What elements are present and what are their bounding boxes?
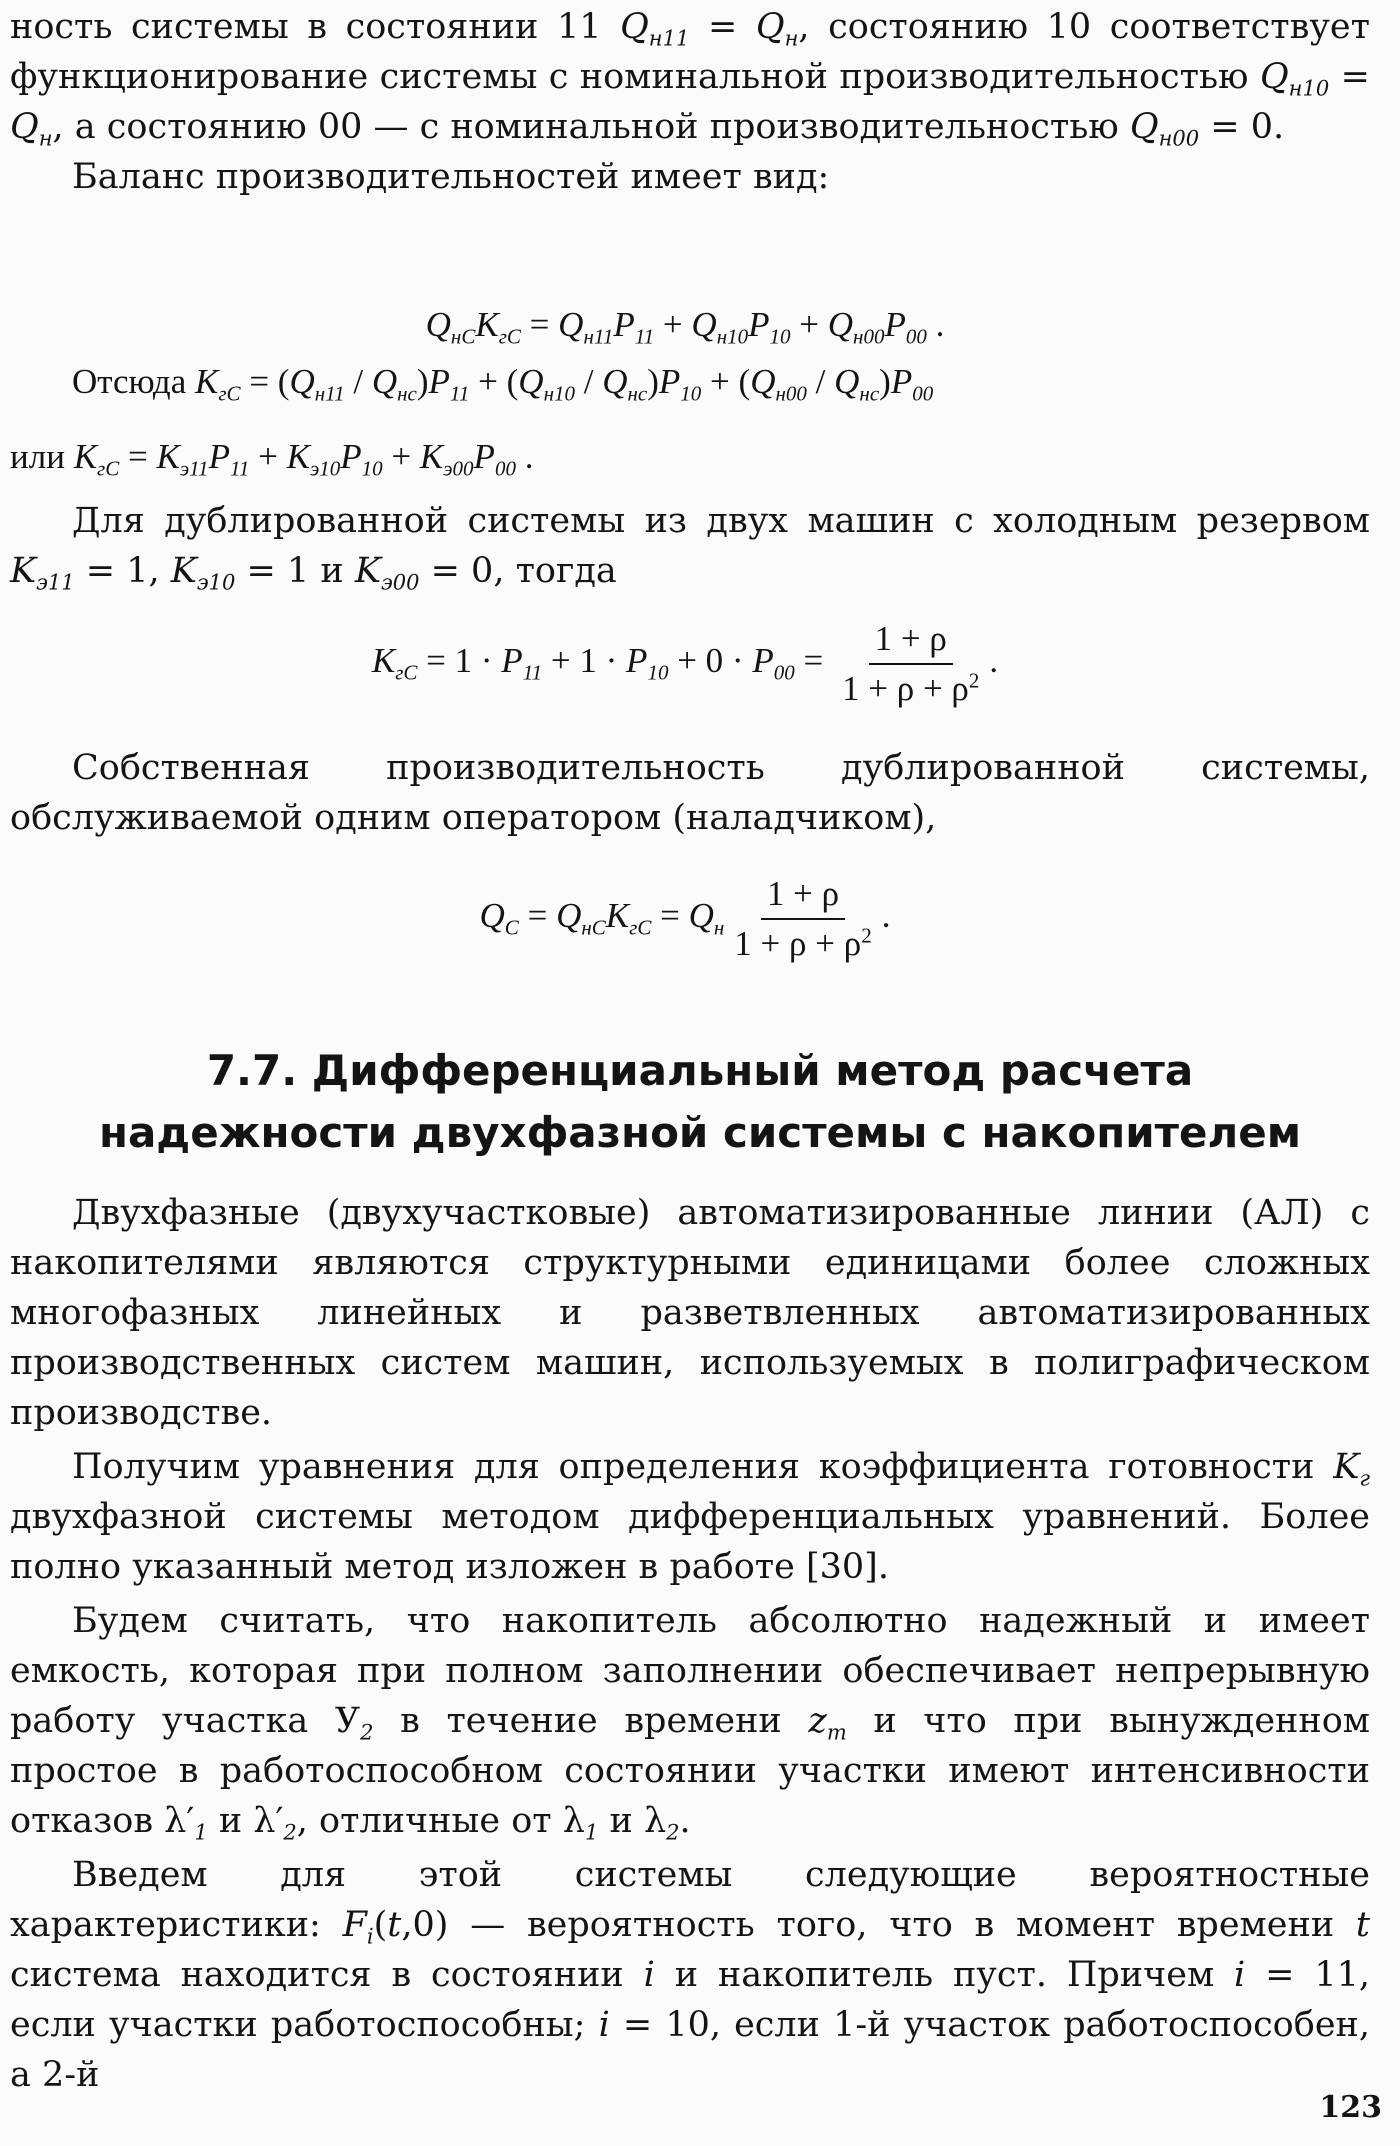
text-segment: двухфазной системы методом дифференциальных уравнений. Более полно указанный метод изложен в работе [30]. — [10, 1497, 1370, 1587]
math-symbol: P — [473, 437, 495, 476]
math-symbol: Q — [1259, 57, 1289, 97]
math-subscript: 00 — [494, 456, 516, 481]
kgc-ratio-equation: Отсюда $K_{гC} = (Q_{н11} / Q_{нс})P_{11} + (Q_{н10} / Q_{нс})P_{10} + (Q_{н00} / Q_{нс})P_{00}$ — [72, 362, 934, 406]
math-subscript: гC — [218, 381, 241, 406]
math-symbol: Q — [10, 107, 39, 147]
math-subscript: г — [1359, 1466, 1370, 1491]
math-subscript: э10 — [196, 570, 236, 595]
math-subscript: 11 — [634, 324, 655, 349]
math-symbol: K — [1333, 1447, 1360, 1487]
math-subscript: э11 — [36, 570, 75, 595]
math-symbol: Q — [602, 362, 628, 401]
math-symbol: K — [156, 437, 180, 476]
fraction-numerator: 1 + ρ — [869, 615, 953, 665]
math-symbol: P — [890, 362, 913, 401]
math-subscript: нс — [397, 381, 417, 406]
math-subscript: гC — [395, 660, 418, 685]
math-symbol: P — [428, 362, 450, 401]
text-segment: и накопитель пуст. Причем — [654, 1955, 1235, 1995]
text-segment: Будем считать, что накопитель абсолютно надежный и имеет емкость, которая при полном заполнении обеспечивает непрерывную работу участка У — [10, 1601, 1370, 1741]
math-subscript: нC — [581, 915, 606, 940]
math-symbol: t — [1355, 1905, 1370, 1945]
math-symbol: Q — [556, 896, 582, 936]
text-segment: , а состоянию 00 — с номинальной производительностью — [52, 107, 1130, 147]
math-subscript: нс — [627, 381, 648, 406]
text-segment: Отсюда — [72, 362, 187, 401]
top-paragraph — [10, 2, 1370, 202]
text-segment: + 1 · — [542, 641, 627, 681]
math-symbol: λ — [643, 1801, 667, 1841]
math-symbol: K — [73, 437, 98, 476]
math-symbol: P — [626, 641, 648, 681]
math-symbol: P — [613, 305, 635, 344]
math-symbol: P — [340, 437, 362, 476]
math-symbol: P — [208, 437, 230, 476]
math-symbol: i — [1234, 1955, 1246, 1995]
math-symbol: Q — [827, 305, 854, 344]
math-symbol: K — [419, 437, 444, 476]
paragraph-buffer — [10, 1596, 1370, 1846]
math-symbol: Q — [688, 896, 714, 936]
math-subscript: э00 — [443, 456, 474, 481]
text-segment: ,0) — вероятность того, что в момент времени — [401, 1905, 1356, 1945]
text-segment: и — [598, 1801, 644, 1841]
math-symbol: Q — [750, 362, 776, 401]
math-subscript: 1 — [584, 1820, 599, 1845]
math-subscript: 11 — [449, 381, 470, 406]
paragraph-probabilities — [10, 1850, 1370, 2100]
text-segment: , состоянию 10 соответствует функционирование системы с номинальной производительностью — [10, 7, 1371, 97]
text-segment: = 0, тогда — [419, 551, 617, 591]
math-symbol: Q — [479, 896, 505, 936]
fraction — [728, 870, 877, 968]
fraction-denominator — [836, 665, 985, 713]
math-symbol: P — [884, 305, 906, 344]
text-segment: = — [689, 7, 756, 47]
math-subscript: н10 — [716, 324, 749, 349]
text-segment: . — [881, 896, 891, 936]
math-subscript: 10 — [361, 456, 383, 481]
body-section — [10, 1188, 1370, 2100]
math-symbol: K — [195, 362, 219, 401]
math-subscript: 10 — [647, 660, 669, 685]
math-symbol: Q — [425, 305, 451, 344]
fraction-numerator: 1 + ρ — [761, 870, 845, 920]
math-subscript: 00 — [912, 381, 934, 406]
math-symbol: K — [605, 896, 630, 936]
math-symbol: Q — [558, 305, 584, 344]
math-superscript: 2 — [968, 668, 980, 693]
math-symbol: K — [371, 641, 396, 681]
math-subscript: 10 — [680, 381, 702, 406]
math-subscript: н10 — [543, 381, 575, 406]
math-subscript: 2 — [666, 1820, 680, 1845]
qc-equation — [0, 870, 1370, 968]
math-subscript: н — [38, 126, 53, 151]
math-subscript: 2 — [360, 1720, 374, 1745]
math-subscript: C — [504, 915, 519, 940]
math-subscript: н11 — [314, 381, 345, 406]
text-segment: = 1 и — [235, 551, 355, 591]
math-subscript: э00 — [380, 570, 420, 595]
math-symbol: P — [752, 641, 774, 681]
math-subscript: m — [826, 1720, 847, 1745]
fraction-denominator — [728, 920, 877, 968]
paragraph-al: Двухфазные (двухучастковые) автоматизированные линии (АЛ) с накопителями являются структурными единицами более сложных многофазных линейных и разветвленных автоматизированных производственных систем машин, используемых в полиграфическом производстве. — [10, 1193, 1370, 1433]
math-symbol: Q — [518, 362, 544, 401]
math-symbol: i — [643, 1955, 655, 1995]
text-segment: ность системы в состоянии 11 — [10, 7, 621, 47]
text-segment: 1 + ρ + ρ — [734, 924, 862, 963]
math-subscript: н — [713, 915, 725, 940]
text-segment: , отличные от — [296, 1801, 563, 1841]
math-symbol: Q — [620, 7, 649, 47]
text-segment: = 1 · — [417, 641, 502, 681]
section-heading-line2: надежности двухфазной системы с накопителем — [98, 1108, 1302, 1157]
math-subscript: гC — [97, 456, 120, 481]
math-symbol: Q — [834, 362, 860, 401]
balance-intro: Баланс производительностей имеет вид: — [72, 157, 830, 197]
math-symbol: λ′ — [164, 1801, 195, 1841]
duplicated-paragraph — [10, 496, 1370, 596]
math-subscript: н00 — [853, 324, 885, 349]
text-segment: . — [989, 641, 999, 681]
math-subscript: 00 — [905, 324, 927, 349]
math-symbol: P — [748, 305, 770, 344]
math-symbol: K — [475, 305, 499, 344]
math-superscript: 2 — [861, 923, 872, 948]
math-subscript: 10 — [769, 324, 791, 349]
text-segment: ( — [373, 1905, 388, 1945]
math-subscript: гC — [629, 915, 652, 940]
own-performance-paragraph — [10, 743, 1370, 843]
math-subscript: н — [784, 26, 799, 51]
text-segment: = — [1329, 57, 1371, 97]
paragraph-kg — [10, 1442, 1370, 1592]
math-subscript: э11 — [179, 456, 209, 481]
text-segment: = — [794, 641, 832, 681]
math-subscript: н11 — [648, 26, 690, 51]
fraction — [836, 615, 985, 713]
kgc-efficiency-equation: или $K_{гC} = K_{э11}P_{11} + K_{э10}P_{10} + K_{э00}P_{00}$ . — [10, 437, 534, 481]
text-segment: Для дублированной системы из двух машин с холодным резервом — [72, 501, 1370, 541]
text-segment: = 11, если участки работоспособны; — [10, 1955, 1370, 2045]
math-symbol: i — [598, 2005, 610, 2045]
page-number: 123 — [1319, 2090, 1382, 2125]
text-segment: Собственная производительность дублированной системы, обслуживаемой одним оператором (наладчиком), — [10, 748, 1370, 838]
math-symbol: Q — [691, 305, 717, 344]
text-segment: = — [518, 896, 557, 936]
math-symbol: K — [170, 551, 197, 591]
math-subscript: нC — [450, 324, 476, 349]
math-subscript: 11 — [229, 456, 250, 481]
math-symbol: F — [342, 1905, 367, 1945]
math-subscript: н00 — [1158, 126, 1200, 151]
text-segment: . — [679, 1801, 691, 1841]
text-segment: = 10, если 1-й участок работоспособен, а 2-й — [10, 2005, 1370, 2095]
math-symbol: K — [10, 551, 37, 591]
text-segment: Получим уравнения для определения коэффициента готовности — [72, 1447, 1334, 1487]
text-segment: и что при вынужденном простое в работоспособном состоянии участки имеют интенсивности отказов — [10, 1701, 1370, 1841]
text-segment: или — [10, 437, 65, 476]
math-symbol: K — [354, 551, 381, 591]
math-subscript: э10 — [310, 456, 341, 481]
text-segment: = 0. — [1199, 107, 1285, 147]
math-symbol: Q — [755, 7, 785, 47]
math-subscript: н10 — [1288, 76, 1330, 101]
math-symbol: P — [658, 362, 681, 401]
text-segment: + 0 · — [668, 641, 753, 681]
math-symbol: Q — [371, 362, 398, 401]
math-subscript: н11 — [583, 324, 614, 349]
text-segment: система находится в состоянии — [10, 1955, 644, 1995]
math-subscript: i — [366, 1924, 374, 1949]
math-symbol: λ — [562, 1801, 585, 1841]
math-subscript: 1 — [194, 1820, 208, 1845]
math-symbol: t — [387, 1905, 402, 1945]
math-subscript: 11 — [522, 660, 543, 685]
math-symbol: K — [286, 437, 311, 476]
section-heading-line1: 7.7. Дифференциальный метод расчета — [206, 1046, 1194, 1095]
text-segment: Введем для этой системы следующие вероятностные характеристики: — [10, 1855, 1370, 1945]
math-symbol: Q — [289, 362, 315, 401]
math-symbol: λ′ — [253, 1801, 284, 1841]
math-subscript: нс — [859, 381, 880, 406]
math-subscript: 00 — [773, 660, 795, 685]
kgc-duplicated-equation — [0, 615, 1370, 713]
math-subscript: н00 — [775, 381, 807, 406]
math-subscript: гC — [498, 324, 521, 349]
text-segment: и — [207, 1801, 254, 1841]
text-segment: = 1, — [74, 551, 171, 591]
balance-equation: $Q_{нC}K_{гC} = Q_{н11}P_{11} + Q_{н10}P_{10} + Q_{н00}P_{00}$ . — [425, 305, 945, 349]
text-segment: = — [651, 896, 689, 936]
math-symbol: z — [808, 1701, 827, 1741]
math-symbol: Q — [1129, 107, 1159, 147]
text-segment: в течение времени — [373, 1701, 809, 1741]
text-segment: 1 + ρ + ρ — [841, 669, 969, 708]
math-symbol: P — [501, 641, 523, 681]
math-subscript: 2 — [283, 1820, 297, 1845]
